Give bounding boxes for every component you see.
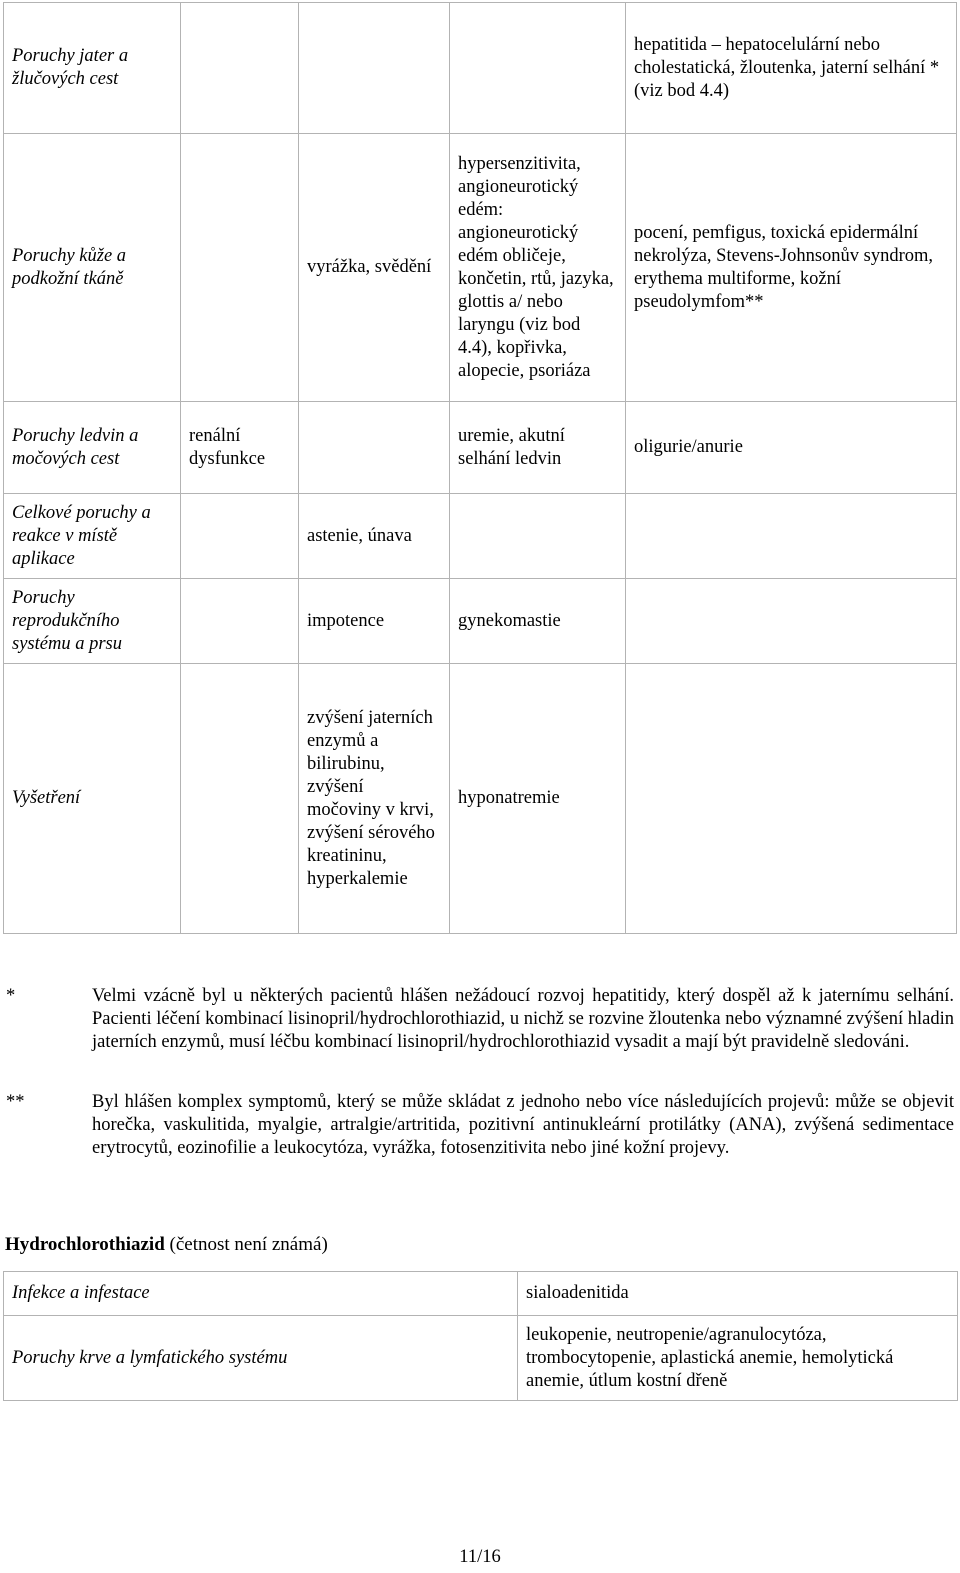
organ-class-cell: Poruchy jater a žlučových cest (4, 3, 181, 134)
table-row (4, 579, 957, 664)
organ-class-cell: Celkové poruchy a reakce v místě aplikace (4, 494, 181, 579)
footnote-mark: ** (6, 1092, 25, 1112)
table-row (4, 3, 957, 134)
table-row (4, 1316, 958, 1401)
effect-cell: sialoadenitida (518, 1272, 958, 1316)
frequency-cell (450, 3, 626, 134)
page-number: 11/16 (459, 1547, 501, 1567)
frequency-cell (181, 579, 299, 664)
section-title-frequency: (četnost není známá) (164, 1234, 328, 1255)
section-title-drug: Hydrochlorothiazid (5, 1234, 165, 1255)
table-row (4, 134, 957, 402)
organ-class-cell: Infekce a infestace (4, 1272, 518, 1316)
frequency-cell: impotence (299, 579, 450, 664)
frequency-cell (299, 402, 450, 494)
frequency-cell (181, 3, 299, 134)
frequency-cell: gynekomastie (450, 579, 626, 664)
organ-class-cell: Poruchy reprodukčního systému a prsu (4, 579, 181, 664)
table-row (4, 494, 957, 579)
table-row (4, 402, 957, 494)
frequency-cell (181, 494, 299, 579)
footnote-pseudolymphoma (6, 1091, 954, 1160)
frequency-cell (626, 579, 957, 664)
adverse-effects-table (3, 2, 957, 934)
frequency-cell (181, 664, 299, 934)
frequency-cell: uremie, akutní selhání ledvin (450, 402, 626, 494)
organ-class-cell: Poruchy krve a lymfatického systému (4, 1316, 518, 1401)
organ-class-cell: Vyšetření (4, 664, 181, 934)
section-title (5, 1233, 328, 1256)
frequency-cell (450, 494, 626, 579)
hydrochlorothiazide-table (3, 1271, 958, 1401)
organ-class-cell: Poruchy ledvin a močových cest (4, 402, 181, 494)
frequency-cell: vyrážka, svědění (299, 134, 450, 402)
table-row (4, 664, 957, 934)
frequency-cell: pocení, pemfigus, toxická epidermální nekrolýza, Stevens-Johnsonův syndrom, erythema multiforme, kožní pseudolymfom** (626, 134, 957, 402)
footnote-hepatitis (6, 985, 954, 1054)
footnote-text: Velmi vzácně byl u některých pacientů hlášen nežádoucí rozvoj hepatitidy, který dospěl až k jaternímu selhání. Pacienti léčení kombinací lisinopril/hydrochlorothiazid, u nichž se rozvine žloutenka nebo významné zvýšení hladin jaterních enzymů, musí léčbu kombinací lisinopril/hydrochlorothiazid vysadit a mají být pravidelně sledováni. (92, 986, 954, 1052)
frequency-cell (181, 134, 299, 402)
frequency-cell (299, 3, 450, 134)
frequency-cell: astenie, únava (299, 494, 450, 579)
footnote-mark: * (6, 986, 16, 1006)
effect-cell: leukopenie, neutropenie/agranulocytóza, trombocytopenie, aplastická anemie, hemolytická anemie, útlum kostní dřeně (518, 1316, 958, 1401)
organ-class-cell: Poruchy kůže a podkožní tkáně (4, 134, 181, 402)
frequency-cell: hyponatremie (450, 664, 626, 934)
frequency-cell: hypersenzitivita, angioneurotický edém: angioneurotický edém obličeje, končetin, rtů, jazyka, glottis a/ nebo laryngu (viz bod 4.4), kopřivka, alopecie, psoriáza (450, 134, 626, 402)
table-row (4, 1272, 958, 1316)
frequency-cell (626, 494, 957, 579)
frequency-cell: renální dysfunkce (181, 402, 299, 494)
frequency-cell: zvýšení jaterních enzymů a bilirubinu, zvýšení močoviny v krvi, zvýšení sérového kreatininu, hyperkalemie (299, 664, 450, 934)
frequency-cell (626, 664, 957, 934)
frequency-cell: hepatitida – hepatocelulární nebo cholestatická, žloutenka, jaterní selhání * (viz bod 4.4) (626, 3, 957, 134)
frequency-cell: oligurie/anurie (626, 402, 957, 494)
footnote-text: Byl hlášen komplex symptomů, který se může skládat z jednoho nebo více následujících projevů: může se objevit horečka, vaskulitida, myalgie, artralgie/artritida, pozitivní antinukleární protilátky (ANA), zvýšená sedimentace erytrocytů, eozinofilie a leukocytóza, vyrážka, fotosenzitivita nebo jiné kožní projevy. (92, 1092, 954, 1158)
